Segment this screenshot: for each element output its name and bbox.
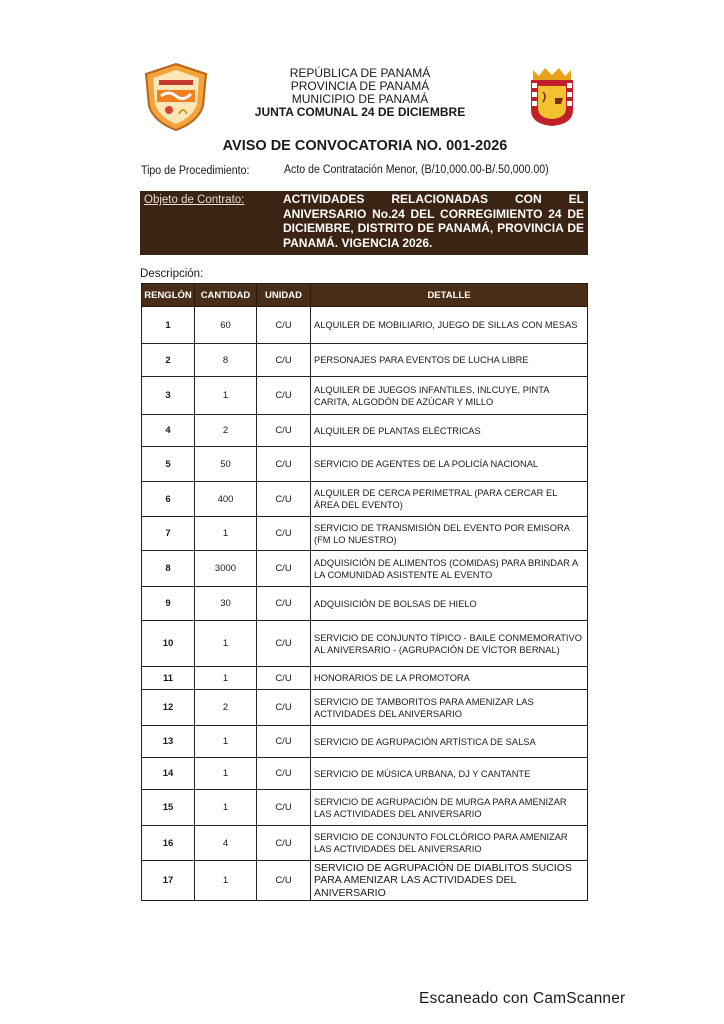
cell-renglon: 16: [142, 826, 195, 861]
table-row: [142, 826, 588, 861]
table-row: [142, 482, 588, 517]
cell-cantidad: 1: [195, 790, 257, 826]
cell-renglon: 7: [142, 517, 195, 551]
table-body: [142, 307, 588, 901]
cell-unidad: C/U: [257, 415, 311, 447]
cell-cantidad: 2: [195, 690, 257, 726]
cell-cantidad: 1: [195, 667, 257, 690]
cell-renglon: 10: [142, 621, 195, 667]
table-row: [142, 667, 588, 690]
cell-cantidad: 1: [195, 621, 257, 667]
header-line-junta: JUNTA COMUNAL 24 DE DICIEMBRE: [254, 105, 466, 119]
contract-object-value: ACTIVIDADES RELACIONADAS CON EL ANIVERSARIO No.24 DEL CORREGIMIENTO 24 DE DICIEMBRE, DISTRITO DE PANAMÁ, PROVINCIA DE PANAMÁ. VIGENCIA 2026.: [283, 192, 584, 250]
cell-cantidad: 1: [195, 758, 257, 790]
cell-detalle: SERVICIO DE TAMBORITOS PARA AMENIZAR LAS ACTIVIDADES DEL ANIVERSARIO: [311, 690, 588, 726]
table-row: [142, 447, 588, 482]
cell-cantidad: 2: [195, 415, 257, 447]
cell-cantidad: 3000: [195, 551, 257, 587]
cell-cantidad: 1: [195, 377, 257, 415]
cell-detalle: SERVICIO DE AGRUPACIÓN ARTÍSTICA DE SALSA: [311, 726, 588, 758]
column-header-renglon: RENGLÓN: [142, 284, 195, 307]
cell-renglon: 11: [142, 667, 195, 690]
header-line-municipality: MUNICIPIO DE PANAMÁ: [291, 92, 429, 106]
cell-cantidad: 400: [195, 482, 257, 517]
cell-cantidad: 8: [195, 344, 257, 377]
header-line-republic: REPÚBLICA DE PANAMÁ: [289, 66, 431, 80]
cell-renglon: 1: [142, 307, 195, 344]
cell-renglon: 2: [142, 344, 195, 377]
cell-renglon: 5: [142, 447, 195, 482]
table-row: [142, 587, 588, 621]
description-label: Descripción:: [140, 268, 204, 280]
cell-unidad: C/U: [257, 690, 311, 726]
cell-renglon: 9: [142, 587, 195, 621]
cell-cantidad: 1: [195, 861, 257, 901]
table-row: [142, 726, 588, 758]
cell-unidad: C/U: [257, 861, 311, 901]
cell-detalle: PERSONAJES PARA EVENTOS DE LUCHA LIBRE: [311, 344, 588, 377]
table-row: [142, 758, 588, 790]
cell-cantidad: 1: [195, 517, 257, 551]
cell-detalle: ADQUISICIÓN DE ALIMENTOS (COMIDAS) PARA BRINDAR A LA COMUNIDAD ASISTENTE AL EVENTO: [311, 551, 588, 587]
table-row: [142, 621, 588, 667]
cell-detalle: SERVICIO DE AGRUPACIÓN DE DIABLITOS SUCIOS PARA AMENIZAR LAS ACTIVIDADES DEL ANIVERSARIO: [311, 861, 588, 901]
camscanner-watermark: Escaneado con CamScanner: [419, 990, 626, 1007]
procedure-type-value: Acto de Contratación Menor, (B/10,000.00-B/.50,000.00): [284, 164, 549, 176]
cell-detalle: ADQUISICIÓN DE BOLSAS DE HIELO: [311, 587, 588, 621]
cell-renglon: 3: [142, 377, 195, 415]
table-row: [142, 551, 588, 587]
cell-renglon: 15: [142, 790, 195, 826]
cell-detalle: SERVICIO DE AGRUPACIÓN DE MURGA PARA AMENIZAR LAS ACTIVIDADES DEL ANIVERSARIO: [311, 790, 588, 826]
cell-detalle: SERVICIO DE AGENTES DE LA POLICÍA NACIONAL: [311, 447, 588, 482]
cell-detalle: SERVICIO DE TRANSMISIÓN DEL EVENTO POR EMISORA (FM LO NUESTRO): [311, 517, 588, 551]
cell-unidad: C/U: [257, 344, 311, 377]
cell-detalle: SERVICIO DE MÚSICA URBANA, DJ Y CANTANTE: [311, 758, 588, 790]
table-row: [142, 307, 588, 344]
cell-cantidad: 50: [195, 447, 257, 482]
cell-cantidad: 60: [195, 307, 257, 344]
table-row: [142, 517, 588, 551]
cell-unidad: C/U: [257, 307, 311, 344]
cell-renglon: 12: [142, 690, 195, 726]
cell-unidad: C/U: [257, 551, 311, 587]
cell-renglon: 4: [142, 415, 195, 447]
column-header-detalle: DETALLE: [311, 284, 588, 307]
cell-unidad: C/U: [257, 621, 311, 667]
cell-detalle: ALQUILER DE MOBILIARIO, JUEGO DE SILLAS CON MESAS: [311, 307, 588, 344]
column-header-cantidad: CANTIDAD: [195, 284, 257, 307]
table-row: [142, 690, 588, 726]
table-row: [142, 790, 588, 826]
cell-unidad: C/U: [257, 826, 311, 861]
cell-renglon: 8: [142, 551, 195, 587]
table-header-row: [142, 284, 588, 307]
cell-unidad: C/U: [257, 758, 311, 790]
cell-cantidad: 30: [195, 587, 257, 621]
contract-object-band: [140, 191, 588, 255]
cell-renglon: 14: [142, 758, 195, 790]
procedure-type-label: Tipo de Procedimiento:: [141, 165, 250, 177]
cell-detalle: ALQUILER DE JUEGOS INFANTILES, INLCUYE, PINTA CARITA, ALGODÓN DE AZÚCAR Y MILLO: [311, 377, 588, 415]
cell-unidad: C/U: [257, 667, 311, 690]
header-line-province: PROVINCIA DE PANAMÁ: [290, 79, 430, 93]
cell-unidad: C/U: [257, 587, 311, 621]
table-row: [142, 377, 588, 415]
cell-detalle: SERVICIO DE CONJUNTO TÍPICO - BAILE CONMEMORATIVO AL ANIVERSARIO - (AGRUPACIÓN DE VÍCTOR BERNAL): [311, 621, 588, 667]
cell-renglon: 6: [142, 482, 195, 517]
cell-unidad: C/U: [257, 790, 311, 826]
cell-unidad: C/U: [257, 447, 311, 482]
cell-detalle: SERVICIO DE CONJUNTO FOLCLÓRICO PARA AMENIZAR LAS ACTIVIDADES DEL ANIVERSARIO: [311, 826, 588, 861]
cell-renglon: 17: [142, 861, 195, 901]
cell-cantidad: 4: [195, 826, 257, 861]
table-row: [142, 415, 588, 447]
cell-unidad: C/U: [257, 517, 311, 551]
contract-object-label: Objeto de Contrato:: [144, 194, 245, 206]
junta-comunal-shield-logo-icon: [143, 62, 209, 132]
cell-unidad: C/U: [257, 726, 311, 758]
cell-unidad: C/U: [257, 377, 311, 415]
cell-unidad: C/U: [257, 482, 311, 517]
notice-title: AVISO DE CONVOCATORIA NO. 001-2026: [222, 138, 508, 154]
cell-detalle: ALQUILER DE PLANTAS ELÉCTRICAS: [311, 415, 588, 447]
table-row: [142, 861, 588, 901]
cell-detalle: HONORARIOS DE LA PROMOTORA: [311, 667, 588, 690]
coat-of-arms-icon: [527, 66, 577, 128]
cell-detalle: ALQUILER DE CERCA PERIMETRAL (PARA CERCAR EL ÁREA DEL EVENTO): [311, 482, 588, 517]
column-header-unidad: UNIDAD: [257, 284, 311, 307]
cell-cantidad: 1: [195, 726, 257, 758]
table-row: [142, 344, 588, 377]
items-table: [141, 283, 588, 901]
header-block: [240, 67, 480, 119]
cell-renglon: 13: [142, 726, 195, 758]
